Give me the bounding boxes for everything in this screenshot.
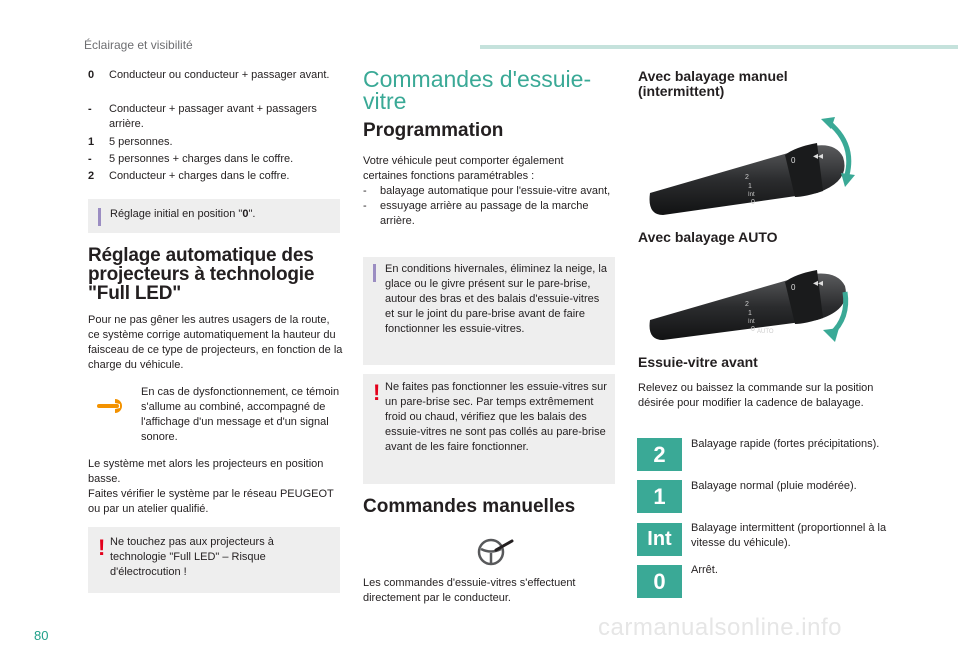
list-item: - essuyage arrière au passage de la marche arrière. xyxy=(363,200,589,227)
heading-auto-wiping: Avec balayage AUTO xyxy=(638,229,778,245)
svg-text:◂◂: ◂◂ xyxy=(813,278,824,289)
stalk-label: 2 xyxy=(745,174,749,181)
warning-lamp-text: En cas de dysfonctionnement, ce témoin s'allume au combiné, accompagné de l'affichage d'un message et d'un signal sonore. xyxy=(141,386,340,443)
warning-icon: ! xyxy=(98,535,106,560)
position-text: Arrêt. xyxy=(691,564,718,576)
stalk-label: 0 xyxy=(751,326,755,333)
heading-programmation: Programmation xyxy=(363,120,504,141)
heading-manual-wiping: Avec balayage manuel (intermittent) xyxy=(638,68,788,99)
watermark: carmanualsonline.info xyxy=(598,614,842,641)
info-icon xyxy=(98,208,101,226)
svg-text:0: 0 xyxy=(791,283,796,292)
stalk-label: Int xyxy=(748,192,755,198)
position-text: Balayage rapide (fortes précipitations). xyxy=(691,438,880,450)
paragraph-full-led: Pour ne pas gêner les autres usagers de la route, ce système corrige automatiquement la hauteur du faisceau de ce type de projecteurs, en fonction de la charge du véhicule. xyxy=(88,314,343,371)
stalk-label: AUTO xyxy=(757,329,774,335)
heading-manual-controls: Commandes manuelles xyxy=(363,496,576,517)
section-title: Éclairage et visibilité xyxy=(84,38,193,52)
warning-note-full-led: ! Ne touchez pas aux projecteurs à technologie "Full LED" – Risque d'électrocution ! xyxy=(88,527,340,593)
svg-text:◂◂: ◂◂ xyxy=(813,151,824,162)
bullet-list xyxy=(363,184,613,229)
position-badge: 2 xyxy=(637,438,682,471)
list-item: - 5 personnes + charges dans le coffre. xyxy=(88,153,294,165)
warning-note-dry: ! Ne faites pas fonctionner les essuie-vitres sur un pare-brise sec. Par temps extrêmement froid ou chaud, vérifiez que les balais des essuie-vitres ne sont pas collés au pare-brise avant de les faire fonctionner. xyxy=(363,374,615,484)
paragraph-programmation: Votre véhicule peut comporter également certaines fonctions paramétrables : xyxy=(363,155,564,182)
paragraph-check-network: Faites vérifier le système par le réseau PEUGEOT ou par un atelier qualifié. xyxy=(88,488,334,515)
position-badge: Int xyxy=(637,523,682,556)
wiper-title: Commandes d'essuie-vitre xyxy=(363,66,592,114)
wiper-stalk-manual xyxy=(645,115,865,219)
stalk-label: 1 xyxy=(748,310,752,317)
paragraph-front-wiper: Relevez ou baissez la commande sur la position désirée pour modifier la cadence de balayage. xyxy=(638,382,874,409)
warning-icon: ! xyxy=(373,380,381,405)
wrench-warning-lamp-icon xyxy=(95,396,127,416)
header-bar xyxy=(480,45,958,49)
position-text: Balayage normal (pluie modérée). xyxy=(691,480,857,492)
heading-full-led: Réglage automatique des projecteurs à technologie "Full LED" xyxy=(88,245,315,304)
paragraph-manual-controls: Les commandes d'essuie-vitres s'effectuent directement par le conducteur. xyxy=(363,577,576,604)
list-item: 0 Conducteur ou conducteur + passager avant. xyxy=(88,69,330,81)
stalk-label: 0 xyxy=(791,156,796,165)
stalk-label: 2 xyxy=(745,301,749,308)
list-item: 1 5 personnes. xyxy=(88,136,173,148)
stalk-label: 1 xyxy=(748,183,752,190)
list-item: 2 Conducteur + charges dans le coffre. xyxy=(88,170,290,182)
info-icon xyxy=(373,264,376,282)
info-note-initial: Réglage initial en position "0". xyxy=(88,199,340,233)
list-item: - balayage automatique pour l'essuie-vitre avant, xyxy=(363,185,611,197)
stalk-label: Int xyxy=(748,319,755,325)
list-item: - Conducteur + passager avant + passagers arrière. xyxy=(88,103,317,130)
position-badge: 1 xyxy=(637,480,682,513)
position-text: Balayage intermittent (proportionnel à la vitesse du véhicule). xyxy=(691,522,887,549)
heading-front-wiper: Essuie-vitre avant xyxy=(638,354,758,370)
paragraph-low-position: Le système met alors les projecteurs en position basse. xyxy=(88,458,324,485)
steering-wheel-icon xyxy=(474,536,514,568)
wiper-stalk-auto xyxy=(645,262,865,342)
info-note-winter: En conditions hivernales, éliminez la neige, la glace ou le givre présent sur le pare-brise, autour des bras et des balais d'essuie-vitres et sur le joint du pare-brise avant de faire fonctionner les essuie-vitres. xyxy=(363,257,615,365)
page-number: 80 xyxy=(34,628,49,643)
stalk-label: 0 xyxy=(751,199,755,206)
position-badge: 0 xyxy=(637,565,682,598)
